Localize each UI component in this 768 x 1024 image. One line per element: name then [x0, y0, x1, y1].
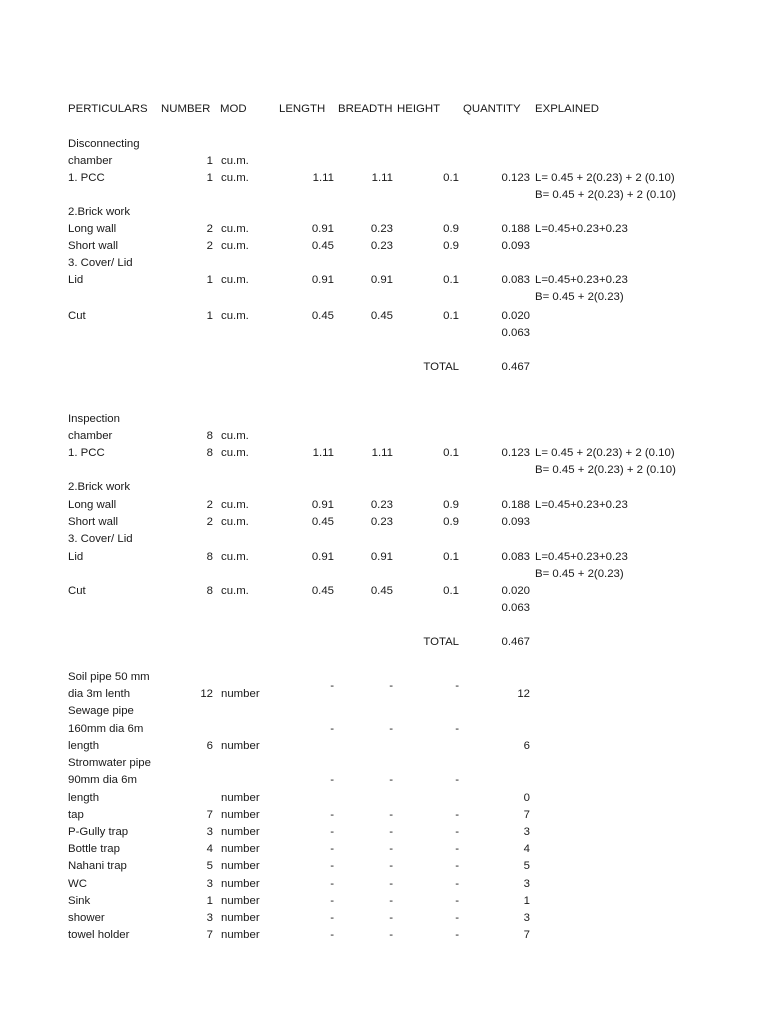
- number-cell: 4: [206, 843, 213, 855]
- particulars-cell: Stromwater pipe: [68, 757, 151, 769]
- breadth-cell: -: [389, 912, 393, 924]
- quantity-cell: 7: [523, 809, 530, 821]
- particulars-cell: P-Gully trap: [68, 826, 129, 838]
- breadth-cell: 0.23: [370, 499, 393, 511]
- table-row: [0, 790, 768, 806]
- particulars-cell: 90mm dia 6m: [68, 774, 138, 786]
- particulars-cell: Disconnecting: [68, 138, 140, 150]
- mod-cell: cu.m.: [221, 310, 249, 322]
- particulars-cell: Nahani trap: [68, 860, 127, 872]
- height-cell: 0.9: [443, 499, 459, 511]
- quantity-cell: 1: [523, 895, 530, 907]
- table-row: [0, 445, 768, 461]
- length-cell: 0.45: [311, 240, 334, 252]
- number-cell: 8: [206, 430, 213, 442]
- explained-cell: B= 0.45 + 2(0.23): [535, 291, 624, 303]
- quantity-cell: 0.467: [501, 636, 530, 648]
- number-cell: 7: [206, 809, 213, 821]
- mod-cell: cu.m.: [221, 240, 249, 252]
- explained-cell: L= 0.45 + 2(0.23) + 2 (0.10): [535, 172, 675, 184]
- particulars-cell: chamber: [68, 430, 113, 442]
- particulars-cell: length: [68, 740, 100, 752]
- table-row: [0, 634, 768, 650]
- quantity-cell: 0.063: [501, 602, 530, 614]
- table-row: [0, 531, 768, 547]
- explained-cell: B= 0.45 + 2(0.23) + 2 (0.10): [535, 189, 676, 201]
- number-cell: 3: [206, 826, 213, 838]
- table-row: [0, 411, 768, 427]
- quantity-cell: 5: [523, 860, 530, 872]
- table-row: [0, 841, 768, 857]
- height-cell: 0.9: [443, 223, 459, 235]
- length-cell: 0.45: [311, 310, 334, 322]
- breadth-cell: 0.45: [370, 585, 393, 597]
- number-cell: 6: [206, 740, 213, 752]
- mod-cell: cu.m.: [221, 447, 249, 459]
- mod-cell: number: [221, 895, 260, 907]
- height-cell: -: [455, 843, 459, 855]
- length-dash: -: [330, 723, 334, 735]
- mod-cell: number: [221, 912, 260, 924]
- header-height: HEIGHT: [397, 103, 441, 115]
- particulars-cell: 2.Brick work: [68, 206, 131, 218]
- breadth-dash: -: [389, 774, 393, 786]
- quantity-cell: 0.083: [501, 274, 530, 286]
- height-cell: 0.1: [443, 310, 459, 322]
- particulars-cell: dia 3m lenth: [68, 688, 131, 700]
- length-dash: -: [330, 680, 334, 692]
- height-cell: 0.9: [443, 516, 459, 528]
- particulars-cell: Short wall: [68, 240, 119, 252]
- particulars-cell: 3. Cover/ Lid: [68, 257, 133, 269]
- particulars-cell: 160mm dia 6m: [68, 723, 144, 735]
- particulars-cell: 1. PCC: [68, 447, 105, 459]
- mod-cell: cu.m.: [221, 223, 249, 235]
- breadth-cell: -: [389, 878, 393, 890]
- table-row: [0, 325, 768, 341]
- number-cell: 5: [206, 860, 213, 872]
- quantity-cell: 4: [523, 843, 530, 855]
- length-cell: -: [330, 809, 334, 821]
- height-cell: 0.1: [443, 585, 459, 597]
- mod-cell: cu.m.: [221, 172, 249, 184]
- quantity-cell: 0.123: [501, 172, 530, 184]
- header-particulars: PERTICULARS: [68, 103, 148, 115]
- height-cell: 0.1: [443, 551, 459, 563]
- table-row: [0, 289, 768, 305]
- number-cell: 7: [206, 929, 213, 941]
- breadth-cell: 0.23: [370, 223, 393, 235]
- table-row: [0, 272, 768, 288]
- mod-cell: cu.m.: [221, 585, 249, 597]
- length-cell: 1.11: [312, 447, 334, 459]
- breadth-cell: 0.23: [370, 240, 393, 252]
- number-cell: 8: [206, 551, 213, 563]
- height-dash: -: [455, 774, 459, 786]
- mod-cell: cu.m.: [221, 274, 249, 286]
- breadth-dash: -: [389, 680, 393, 692]
- mod-cell: cu.m.: [221, 430, 249, 442]
- header-quantity: QUANTITY: [463, 103, 521, 115]
- particulars-cell: 2.Brick work: [68, 481, 131, 493]
- length-cell: -: [330, 929, 334, 941]
- breadth-dash: -: [389, 723, 393, 735]
- quantity-cell: 0.063: [501, 327, 530, 339]
- quantity-cell: 12: [517, 688, 530, 700]
- particulars-cell: Cut: [68, 585, 86, 597]
- quantity-cell: 0.123: [501, 447, 530, 459]
- length-cell: 0.45: [311, 585, 334, 597]
- column-header-row: [0, 101, 768, 117]
- explained-cell: L=0.45+0.23+0.23: [535, 551, 628, 563]
- length-cell: -: [330, 826, 334, 838]
- mod-cell: number: [221, 826, 260, 838]
- length-cell: 0.45: [311, 516, 334, 528]
- mod-cell: cu.m.: [221, 551, 249, 563]
- table-row: [0, 428, 768, 444]
- mod-cell: number: [221, 740, 260, 752]
- quantity-cell: 6: [523, 740, 530, 752]
- number-cell: 1: [206, 274, 213, 286]
- table-row: [0, 238, 768, 254]
- dash-row: [0, 721, 768, 737]
- height-cell: 0.1: [443, 172, 459, 184]
- breadth-cell: -: [389, 860, 393, 872]
- quantity-cell: 0.188: [501, 223, 530, 235]
- explained-cell: B= 0.45 + 2(0.23): [535, 568, 624, 580]
- height-dash: -: [455, 680, 459, 692]
- height-cell: 0.1: [443, 274, 459, 286]
- height-cell: 0.1: [443, 447, 459, 459]
- table-row: [0, 497, 768, 513]
- particulars-cell: 1. PCC: [68, 172, 105, 184]
- table-row: [0, 204, 768, 220]
- length-cell: -: [330, 860, 334, 872]
- breadth-cell: 1.11: [371, 172, 393, 184]
- explained-cell: L=0.45+0.23+0.23: [535, 274, 628, 286]
- number-cell: 2: [206, 240, 213, 252]
- number-cell: 2: [206, 516, 213, 528]
- height-cell: -: [455, 912, 459, 924]
- quantity-cell: 0.020: [501, 585, 530, 597]
- particulars-cell: Sewage pipe: [68, 705, 134, 717]
- table-row: [0, 187, 768, 203]
- length-cell: 0.91: [311, 223, 334, 235]
- number-cell: 1: [206, 172, 213, 184]
- breadth-cell: 0.23: [370, 516, 393, 528]
- mod-cell: cu.m.: [221, 516, 249, 528]
- quantity-cell: 0.188: [501, 499, 530, 511]
- mod-cell: number: [221, 688, 260, 700]
- table-row: [0, 170, 768, 186]
- header-number: NUMBER: [161, 103, 211, 115]
- mod-cell: number: [221, 843, 260, 855]
- particulars-cell: WC: [68, 878, 87, 890]
- quantity-cell: 0.093: [501, 516, 530, 528]
- quantity-cell: 0.020: [501, 310, 530, 322]
- header-breadth: BREADTH: [338, 103, 393, 115]
- header-explained: EXPLAINED: [535, 103, 599, 115]
- particulars-cell: Soil pipe 50 mm: [68, 671, 150, 683]
- number-cell: 2: [206, 223, 213, 235]
- number-cell: 3: [206, 912, 213, 924]
- height-cell: TOTAL: [423, 361, 459, 373]
- breadth-cell: 0.91: [370, 274, 393, 286]
- explained-cell: L= 0.45 + 2(0.23) + 2 (0.10): [535, 447, 675, 459]
- quantity-cell: 3: [523, 826, 530, 838]
- table-row: [0, 876, 768, 892]
- mod-cell: cu.m.: [221, 155, 249, 167]
- breadth-cell: 0.91: [370, 551, 393, 563]
- particulars-cell: towel holder: [68, 929, 130, 941]
- mod-cell: number: [221, 792, 260, 804]
- height-cell: -: [455, 878, 459, 890]
- table-row: [0, 927, 768, 943]
- particulars-cell: Lid: [68, 551, 84, 563]
- length-dash: -: [330, 774, 334, 786]
- table-row: [0, 359, 768, 375]
- number-cell: 2: [206, 499, 213, 511]
- quantity-cell: 3: [523, 878, 530, 890]
- table-row: [0, 136, 768, 152]
- height-cell: -: [455, 929, 459, 941]
- table-row: [0, 893, 768, 909]
- table-row: [0, 824, 768, 840]
- table-row: [0, 308, 768, 324]
- height-cell: TOTAL: [423, 636, 459, 648]
- particulars-cell: Lid: [68, 274, 84, 286]
- breadth-cell: -: [389, 843, 393, 855]
- particulars-cell: shower: [68, 912, 105, 924]
- number-cell: 8: [206, 447, 213, 459]
- particulars-cell: Long wall: [68, 499, 117, 511]
- particulars-cell: Long wall: [68, 223, 117, 235]
- length-cell: -: [330, 895, 334, 907]
- particulars-cell: tap: [68, 809, 84, 821]
- height-cell: 0.9: [443, 240, 459, 252]
- table-row: [0, 910, 768, 926]
- particulars-cell: length: [68, 792, 100, 804]
- table-row: [0, 807, 768, 823]
- length-cell: -: [330, 843, 334, 855]
- mod-cell: number: [221, 929, 260, 941]
- table-row: [0, 583, 768, 599]
- particulars-cell: Bottle trap: [68, 843, 120, 855]
- table-row: [0, 600, 768, 616]
- number-cell: 12: [200, 688, 213, 700]
- quantity-cell: 0.083: [501, 551, 530, 563]
- table-row: [0, 566, 768, 582]
- breadth-cell: -: [389, 895, 393, 907]
- table-row: [0, 479, 768, 495]
- particulars-cell: Cut: [68, 310, 86, 322]
- table-row: [0, 153, 768, 169]
- table-row: [0, 703, 768, 719]
- height-dash: -: [455, 723, 459, 735]
- dash-row: [0, 678, 768, 694]
- quantity-cell: 0: [523, 792, 530, 804]
- explained-cell: B= 0.45 + 2(0.23) + 2 (0.10): [535, 464, 676, 476]
- particulars-cell: Sink: [68, 895, 91, 907]
- number-cell: 1: [206, 895, 213, 907]
- explained-cell: L=0.45+0.23+0.23: [535, 223, 628, 235]
- header-mod: MOD: [220, 103, 247, 115]
- breadth-cell: -: [389, 826, 393, 838]
- height-cell: -: [455, 895, 459, 907]
- number-cell: 8: [206, 585, 213, 597]
- height-cell: -: [455, 860, 459, 872]
- mod-cell: number: [221, 860, 260, 872]
- breadth-cell: 1.11: [371, 447, 393, 459]
- table-row: [0, 858, 768, 874]
- mod-cell: number: [221, 809, 260, 821]
- table-row: [0, 255, 768, 271]
- number-cell: 1: [206, 155, 213, 167]
- mod-cell: number: [221, 878, 260, 890]
- height-cell: -: [455, 809, 459, 821]
- particulars-cell: Short wall: [68, 516, 119, 528]
- table-row: [0, 221, 768, 237]
- length-cell: -: [330, 878, 334, 890]
- height-cell: -: [455, 826, 459, 838]
- quantity-cell: 0.093: [501, 240, 530, 252]
- length-cell: 0.91: [311, 274, 334, 286]
- mod-cell: cu.m.: [221, 499, 249, 511]
- length-cell: 0.91: [311, 551, 334, 563]
- quantity-cell: 7: [523, 929, 530, 941]
- number-cell: 3: [206, 878, 213, 890]
- breadth-cell: -: [389, 809, 393, 821]
- breadth-cell: -: [389, 929, 393, 941]
- particulars-cell: 3. Cover/ Lid: [68, 533, 133, 545]
- table-row: [0, 514, 768, 530]
- table-row: [0, 462, 768, 478]
- breadth-cell: 0.45: [370, 310, 393, 322]
- dash-row: [0, 772, 768, 788]
- table-row: [0, 755, 768, 771]
- length-cell: -: [330, 912, 334, 924]
- number-cell: 1: [206, 310, 213, 322]
- length-cell: 1.11: [312, 172, 334, 184]
- particulars-cell: chamber: [68, 155, 113, 167]
- table-row: [0, 549, 768, 565]
- explained-cell: L=0.45+0.23+0.23: [535, 499, 628, 511]
- quantity-cell: 0.467: [501, 361, 530, 373]
- quantity-cell: 3: [523, 912, 530, 924]
- particulars-cell: Inspection: [68, 413, 120, 425]
- table-row: [0, 738, 768, 754]
- header-length: LENGTH: [279, 103, 326, 115]
- length-cell: 0.91: [311, 499, 334, 511]
